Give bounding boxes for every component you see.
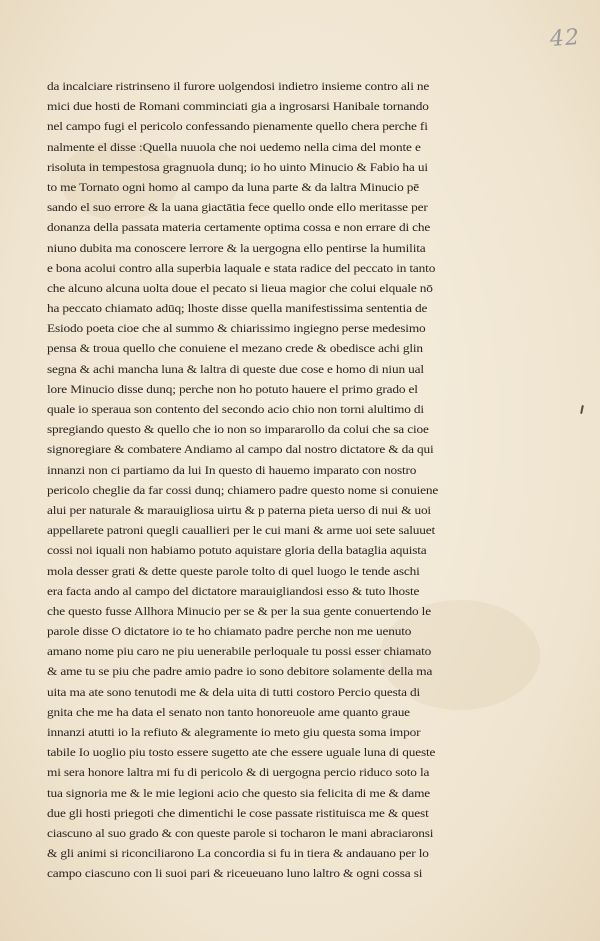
folio-number: 42 (549, 24, 581, 53)
text-line: alui per naturale & marauigliosa uirtu & p paterna pieta uerso di nui & uoi (47, 503, 431, 517)
text-line: & gli animi si riconciliarono La concordia si fu in tiera & andauano per lo (47, 847, 429, 861)
text-line: donanza della passata materia certamente optima cossa e non errare di che (47, 221, 431, 235)
text-line: segna & achi mancha luna & laltra di queste due cose e homo di niun ual (47, 362, 424, 376)
text-line: signoregiare & combatere Andiamo al campo dal nostro dictatore & da qui (47, 443, 434, 457)
text-line: nalmente el disse :Quella nuuola che noi uedemo nella cima del monte e (47, 140, 421, 154)
text-line: campo ciascuno con li suoi pari & riceueuano luno laltro & ogni cossa si (47, 867, 423, 881)
text-line: mici due hosti de Romani comminciati gia a ingrosarsi Hanibale tornando (47, 100, 429, 114)
text-line: lore Minucio disse dunq; perche non ho potuto hauere el primo grado el (47, 382, 418, 396)
text-line: che alcuno alcuna uolta doue el pecato si lieua magior che colui elquale nō (47, 281, 433, 295)
text-line: niuno dubita ma conoscere lerrore & la uergogna ello pentirse la humilita (47, 241, 426, 255)
text-line: to me Tornato ogni homo al campo da luna parte & da laltra Minucio pē (47, 180, 419, 194)
text-line: che questo fusse Allhora Minucio per se & per la sua gente conuertendo le (47, 604, 431, 618)
text-line: ha peccato chiamato adūq; lhoste disse quella manifestissima sententia de (47, 302, 428, 316)
text-line: pericolo cheglie da far cossi dunq; chiamero padre questo nome si conuiene (47, 483, 439, 497)
text-line: mola desser grati & dette queste parole tolto di quel luogo le tende aschi (47, 564, 420, 578)
text-line: ciascuno al suo grado & con queste parole si tocharon le mani abraciaronsi (47, 826, 434, 840)
text-line: sando el suo errore & la uana giactātia fece quello onde ello meritasse per (47, 201, 428, 215)
text-line: nel campo fugi el pericolo confessando pienamente quello chera perche fi (47, 120, 428, 134)
text-line: amano nome piu caro ne piu uenerabile perloquale tu possi esser chiamato (47, 645, 432, 659)
text-line: spregiando questo & quello che io non so impararollo da colui che sa cioe (47, 423, 429, 437)
text-line: uita ma ate sono tenutodi me & dela uita di tutti costoro Percio questa di (47, 685, 421, 699)
text-line: da incalciare ristrinseno il furore uolgendosi indietro insieme contro ali ne (47, 80, 430, 93)
text-line: appellarete patroni quegli cauallieri per le cui mani & arme uoi sete saluuet (47, 524, 436, 538)
margin-mark (580, 405, 584, 414)
text-line: cossi noi iquali non habiamo potuto aquistare gloria della bataglia aquista (47, 544, 427, 558)
text-line: tua signoria me & le mie legioni acio che questo sia felicita di me & dame (47, 786, 431, 800)
text-line: parole disse O dictatore io te ho chiamato padre perche non me uenuto (47, 625, 412, 639)
text-line: tabile Io uoglio piu tosto essere sugetto ate che essere uguale luna di queste (47, 746, 436, 760)
text-line: gnita che me ha data el senato non tanto honoreuole ame quanto graue (47, 705, 410, 719)
text-line: & ame tu se piu che padre amio padre io sono debitore solamente della ma (47, 665, 433, 679)
text-line: Esiodo poeta cioe che al summo & chiarissimo ingiegno perse medesimo (47, 322, 426, 336)
text-line: innanzi non ci partiamo da lui In questo di hauemo imparato con nostro (47, 463, 417, 477)
text-line: due gli hosti priegoti che dimentichi le cose passate ristituisca me & quest (47, 806, 429, 820)
text-line: mi sera honore laltra mi fu di pericolo & di uergogna percio riduco soto la (47, 766, 430, 780)
text-line: risoluta in tempestosa gragnuola dunq; io ho uinto Minucio & Fabio ha ui (47, 160, 428, 174)
text-line: e bona acolui contro alla superbia laquale e stata radice del peccato in tanto (47, 261, 436, 275)
text-line: innanzi atutti io la refiuto & alegramente io meto giu questa soma impor (47, 726, 421, 739)
text-line: pensa & troua quello che conuiene el mezano crede & obedisce achi glin (47, 342, 423, 356)
text-block (47, 77, 477, 885)
text-line: quale io speraua son contento del secondo acio chio non torni alultimo di (47, 403, 424, 416)
text-line: era facta ando al campo del dictatore marauigliandosi esso & tuto lhoste (47, 584, 420, 598)
